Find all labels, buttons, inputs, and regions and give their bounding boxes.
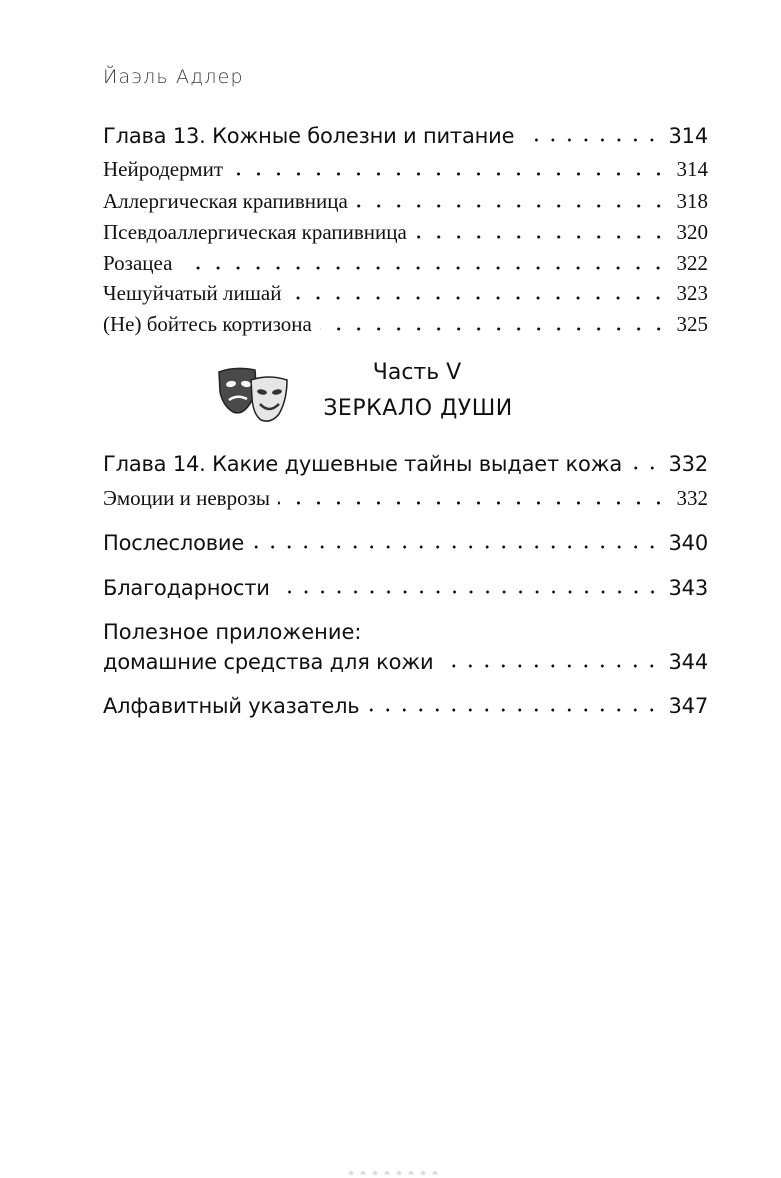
toc-page-number: 323 (676, 281, 708, 305)
dot-leader (231, 172, 668, 176)
toc-title: Чешуйчатый лишай (103, 281, 282, 305)
theater-masks-icon (215, 366, 291, 426)
toc-appendix (103, 650, 708, 674)
toc-title: Глава 13. Кожные болезни и питание (103, 124, 515, 148)
toc-page-number: 343 (668, 576, 708, 600)
dot-leader (278, 590, 661, 594)
toc-index (103, 694, 708, 718)
dot-leader (289, 296, 668, 300)
toc-entry (103, 312, 708, 337)
toc-title: Розацеа (103, 251, 173, 275)
toc-page-number: 325 (676, 312, 708, 336)
dot-leader (356, 204, 669, 208)
dot-leader (367, 708, 660, 712)
toc-title: Псевдоаллергическая крапивница (103, 220, 407, 244)
toc-page-number: 344 (668, 650, 708, 674)
dot-leader (415, 235, 669, 239)
toc-page-number: 322 (676, 251, 708, 275)
toc-page-number: 314 (676, 157, 708, 181)
toc-page-number: 320 (676, 220, 708, 244)
toc-title: Благодарности (103, 576, 270, 600)
toc-entry (103, 281, 708, 306)
toc-appendix-title-line1: Полезное приложение: (103, 620, 362, 644)
toc-title: Послесловие (103, 531, 245, 555)
dot-leader (252, 545, 660, 549)
toc-title: домашние средства для кожи (103, 650, 434, 674)
toc-entry (103, 220, 708, 245)
toc-page-number: 318 (676, 189, 708, 213)
toc-page-number: 332 (668, 452, 708, 476)
toc-afterword (103, 531, 708, 555)
toc-page-number: 332 (676, 486, 708, 510)
toc-title: Эмоции и неврозы (103, 486, 270, 510)
toc-entry (103, 251, 708, 276)
toc-title: Алфавитный указатель (103, 694, 360, 718)
toc-entry (103, 157, 708, 182)
toc-chapter-13 (103, 124, 708, 148)
toc-acknowledgements (103, 576, 708, 600)
page-edge-artifact (345, 1168, 440, 1178)
toc-page-number: 340 (668, 531, 708, 555)
dot-leader (522, 138, 660, 142)
dot-leader (630, 466, 661, 470)
toc-chapter-14 (103, 452, 708, 476)
part-heading (215, 360, 555, 430)
toc-entry (103, 486, 708, 511)
toc-page-number: 314 (668, 124, 708, 148)
toc-title: Глава 14. Какие душевные тайны выдает кожа (103, 452, 622, 476)
running-head-author: Йаэль Адлер (103, 66, 244, 88)
toc-title: Аллергическая крапивница (103, 189, 348, 213)
toc-entry (103, 189, 708, 214)
toc-title: (Не) бойтесь кортизона (103, 312, 312, 336)
toc-page-number: 347 (668, 694, 708, 718)
dot-leader (278, 501, 669, 505)
toc-title: Нейродермит (103, 157, 224, 181)
dot-leader (180, 266, 668, 270)
part-title: ЗЕРКАЛО ДУШИ (323, 396, 513, 421)
dot-leader (441, 664, 660, 668)
dot-leader (320, 327, 669, 331)
part-label: Часть V (372, 360, 462, 385)
